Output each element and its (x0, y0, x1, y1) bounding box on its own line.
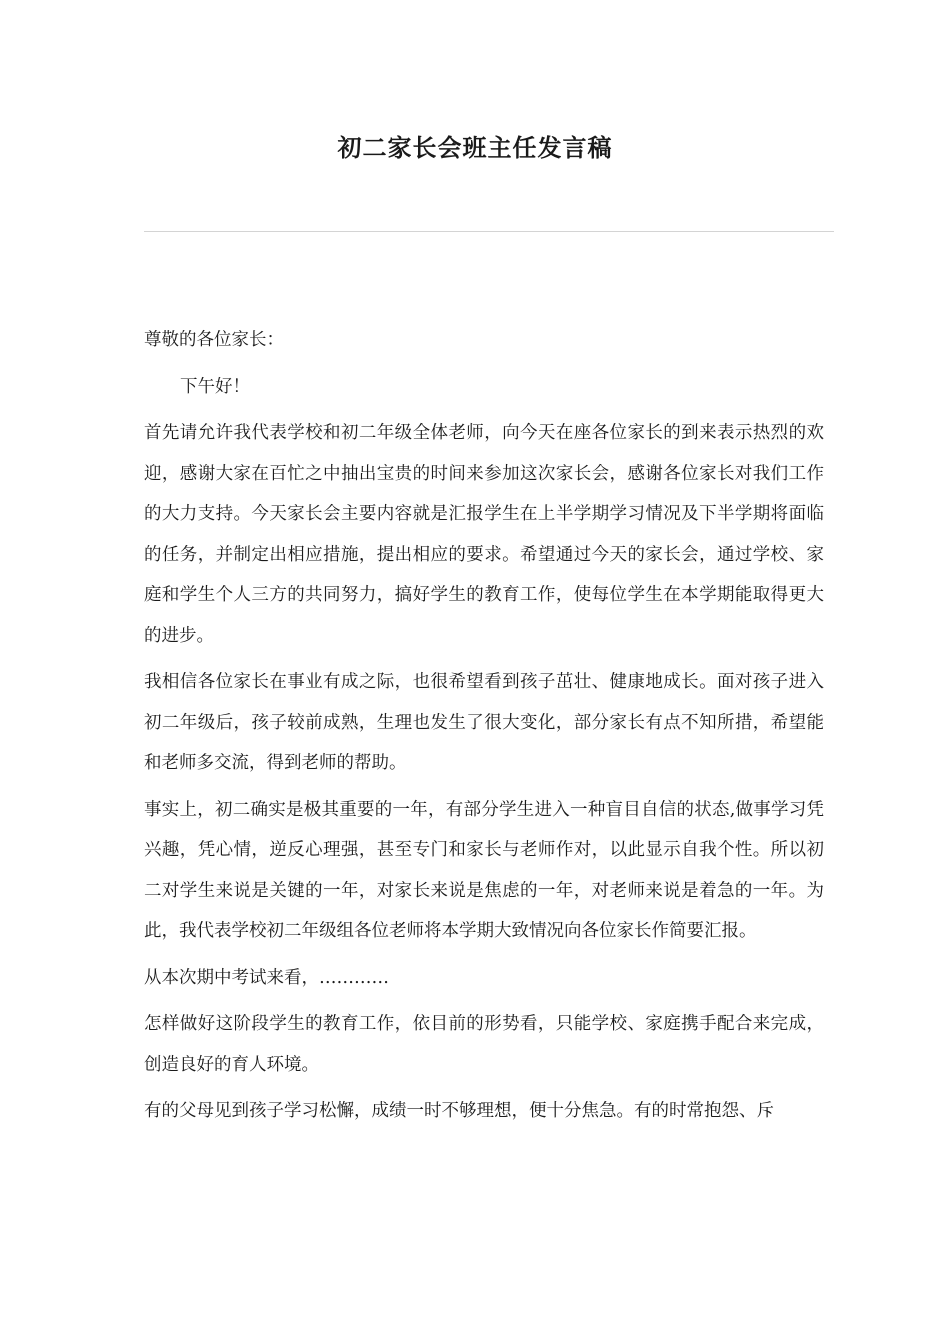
paragraph-3: 事实上，初二确实是极其重要的一年，有部分学生进入一种盲目自信的状态,做事学习凭兴趣，凭心情，逆反心理强，甚至专门和家长与老师作对，以此显示自我个性。所以初二对学生来说是关键的一年，对家长来说是焦虑的一年，对老师来说是着急的一年。为此，我代表学校初二年级组各位老师将本学期大致情况向各位家长作简要汇报。 (144, 799, 824, 941)
title-divider (144, 231, 834, 232)
paragraph-1: 首先请允许我代表学校和初二年级全体老师，向今天在座各位家长的到来表示热烈的欢迎，感谢大家在百忙之中抽出宝贵的时间来参加这次家长会，感谢各位家长对我们工作的大力支持。今天家长会主要内容就是汇报学生在上半学期学习情况及下半学期将面临的任务，并制定出相应措施，提出相应的要求。希望通过今天的家长会，通过学校、家庭和学生个人三方的共同努力，搞好学生的教育工作，使每位学生在本学期能取得更大的进步。 (144, 423, 824, 646)
document-title: 初二家长会班主任发言稿 (337, 133, 613, 162)
paragraph-6: 有的父母见到孩子学习松懈，成绩一时不够理想，便十分焦急。有的时常抱怨、斥 (144, 1101, 774, 1121)
document-body (144, 320, 824, 1138)
paragraph-2: 我相信各位家长在事业有成之际，也很希望看到孩子茁壮、健康地成长。面对孩子进入初二年级后，孩子较前成熟，生理也发生了很大变化，部分家长有点不知所措，希望能和老师多交流，得到老师的帮助。 (144, 672, 824, 773)
greeting: 下午好！ (180, 376, 250, 397)
paragraph-5: 怎样做好这阶段学生的教育工作，依目前的形势看，只能学校、家庭携手配合来完成，创造良好的育人环境。 (144, 1014, 824, 1075)
paragraph-4: 从本次期中考试来看，………… (144, 967, 389, 988)
salutation: 尊敬的各位家长： (144, 330, 284, 350)
